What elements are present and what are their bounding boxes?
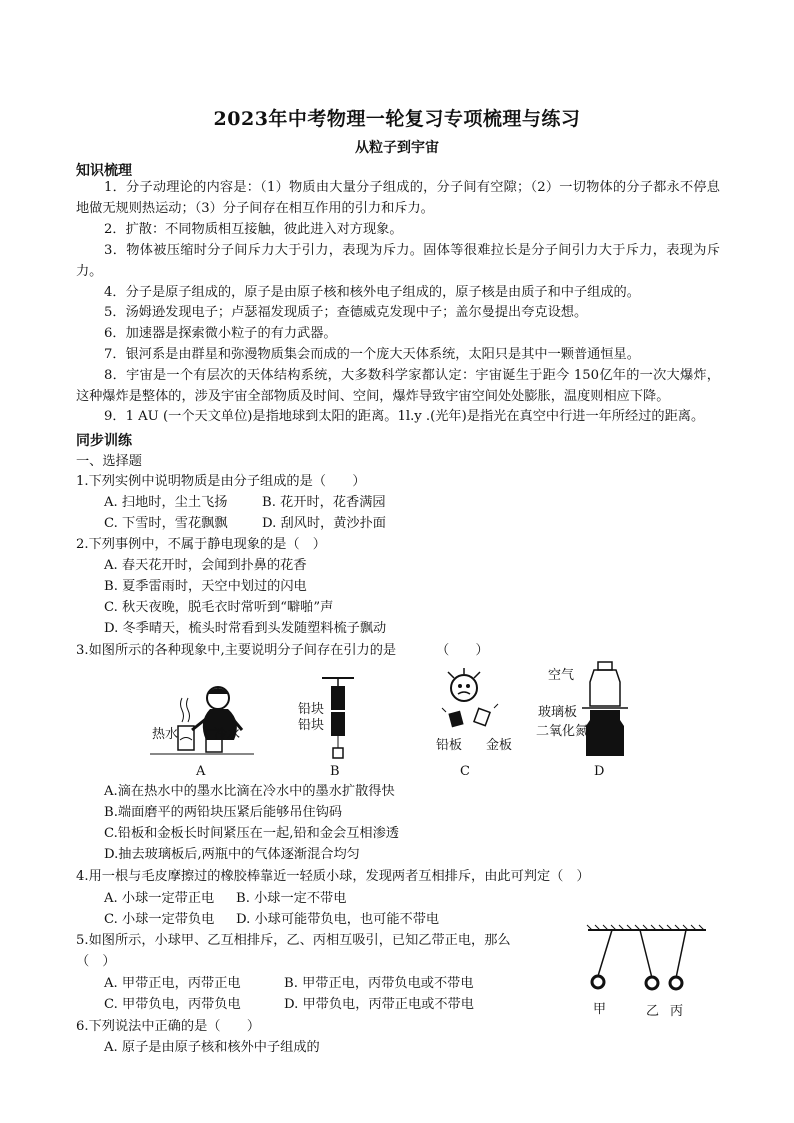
question-6-stem: 6.下列说法中正确的是（ ） (76, 1019, 261, 1034)
label-lead-block-2: 铅块 (298, 718, 325, 733)
knowledge-item-2: 2．扩散：不同物质相互接触，彼此进入对方现象。 (104, 222, 403, 237)
question-2-option-d[interactable]: D. 冬季晴天，梳头时常看到头发随塑料梳子飘动 (104, 621, 387, 636)
knowledge-item-8: 8．宇宙是一个有层次的天体结构系统，大多数科学家都认定：宇宙诞生于距今 150亿年的一次大爆炸，这种爆炸是整体的，涉及宇宙全部物质及时间、空间，爆炸导致宇宙空间处处膨胀，温度则相应下降。 (76, 368, 720, 404)
label-cold-water: 冷水 (214, 727, 241, 742)
question-3-option-a[interactable]: A.滴在热水中的墨水比滴在冷水中的墨水扩散得快 (104, 784, 395, 799)
ball-label-yi: 乙 (646, 1004, 660, 1019)
question-3-stem: 3.如图所示的各种现象中,主要说明分子间存在引力的是 (76, 643, 397, 658)
question-1-option-d[interactable]: D. 刮风时，黄沙扑面 (262, 516, 386, 531)
knowledge-item-4: 4．分子是原子组成的，原子是由原子核和核外电子组成的，原子核是由质子和中子组成的。 (104, 285, 640, 300)
section-heading-knowledge: 知识梳理 (76, 163, 132, 179)
question-1-option-b[interactable]: B. 花开时，花香满园 (262, 495, 386, 510)
knowledge-item-3: 3．物体被压缩时分子间斥力大于引力，表现为斥力。固体等很难拉长是分子间引力大于斥力，表现为斥力。 (76, 243, 720, 279)
question-3-option-b[interactable]: B.端面磨平的两铅块压紧后能够吊住钩码 (104, 805, 343, 820)
question-5-option-d[interactable]: D. 甲带负电，丙带正电或不带电 (284, 997, 474, 1012)
question-5-blank: （ ） (76, 954, 116, 969)
figure-d-gas-bottles (580, 660, 630, 760)
label-hot-water: 热水 (152, 727, 179, 742)
knowledge-item-5: 5．汤姆逊发现电子；卢瑟福发现质子；查德威克发现中子；盖尔曼提出夸克设想。 (104, 305, 588, 320)
question-2-option-c[interactable]: C. 秋天夜晚，脱毛衣时常听到“噼啪”声 (104, 600, 334, 615)
question-4-stem: 4.用一根与毛皮摩擦过的橡胶棒靠近一轻质小球，发现两者互相排斥，由此可判定（ ） (76, 869, 590, 884)
figure-letter-d: D (594, 764, 605, 779)
page-title: 2023年中考物理一轮复习专项梳理与练习 (213, 108, 581, 130)
ball-label-bing: 丙 (670, 1004, 684, 1019)
knowledge-item-1: 1．分子动理论的内容是：（1）物质由大量分子组成的，分子间有空隙；（2）一切物体的分子都永不停息地做无规则热运动；（3）分子间存在相互作用的引力和斥力。 (76, 180, 720, 216)
question-5-option-c[interactable]: C. 甲带负电，丙带负电 (104, 997, 241, 1012)
figure-a-ink-diffusion (150, 678, 260, 758)
knowledge-item-7: 7．银河系是由群星和弥漫物质集会而成的一个庞大天体系统，太阳只是其中一颗普通恒星。 (104, 347, 640, 362)
knowledge-item-6: 6．加速器是探索微小粒子的有力武器。 (104, 326, 337, 341)
knowledge-item-9: 9．1 AU (一个天文单位)是指地球到太阳的距离。1l.y .(光年)是指光在真空中行进一年所经过的距离。 (104, 409, 705, 424)
label-air: 空气 (548, 668, 575, 683)
label-lead-block-1: 铅块 (298, 702, 325, 717)
section-heading-practice: 同步训练 (76, 433, 132, 449)
page-subtitle: 从粒子到宇宙 (355, 140, 439, 156)
question-6-option-a[interactable]: A. 原子是由原子核和核外中子组成的 (104, 1040, 320, 1055)
label-gold-plate: 金板 (486, 738, 513, 753)
question-1-option-c[interactable]: C. 下雪时，雪花飘飘 (104, 516, 228, 531)
figure-letter-b: B (330, 764, 340, 779)
question-5-option-a[interactable]: A. 甲带正电，丙带正电 (104, 976, 241, 991)
question-4-option-b[interactable]: B. 小球一定不带电 (236, 891, 347, 906)
question-3-blank: （ ） (436, 643, 489, 658)
figure-c-lead-gold-plates (434, 668, 514, 732)
ball-label-jia: 甲 (593, 1002, 607, 1017)
figure-hanging-balls (584, 924, 710, 1000)
label-glass-plate: 玻璃板 (538, 705, 578, 720)
question-5-stem: 5.如图所示，小球甲、乙互相排斥，乙、丙相互吸引，已知乙带正电，那么 (76, 933, 511, 948)
label-lead-plate: 铅板 (436, 738, 463, 753)
figure-letter-c: C (460, 764, 470, 779)
question-2-option-b[interactable]: B. 夏季雷雨时，天空中划过的闪电 (104, 579, 307, 594)
question-4-option-c[interactable]: C. 小球一定带负电 (104, 912, 215, 927)
question-2-stem: 2.下列事例中，不属于静电现象的是（ ） (76, 537, 326, 552)
part-heading-choice: 一、选择题 (76, 454, 142, 469)
question-3-option-c[interactable]: C.铅板和金板长时间紧压在一起,铅和金会互相渗透 (104, 826, 399, 841)
question-3-option-d[interactable]: D.抽去玻璃板后,两瓶中的气体逐渐混合均匀 (104, 847, 360, 862)
figure-letter-a: A (196, 764, 206, 779)
question-2-option-a[interactable]: A. 春天花开时，会闻到扑鼻的花香 (104, 558, 307, 573)
question-1-stem: 1.下列实例中说明物质是由分子组成的是（ ） (76, 474, 366, 489)
question-5-option-b[interactable]: B. 甲带正电，丙带负电或不带电 (284, 976, 474, 991)
question-1-option-a[interactable]: A. 扫地时，尘土飞扬 (104, 495, 228, 510)
question-4-option-d[interactable]: D. 小球可能带负电，也可能不带电 (236, 912, 440, 927)
question-4-option-a[interactable]: A. 小球一定带正电 (104, 891, 215, 906)
label-no2: 二氧化氮 (536, 724, 589, 739)
